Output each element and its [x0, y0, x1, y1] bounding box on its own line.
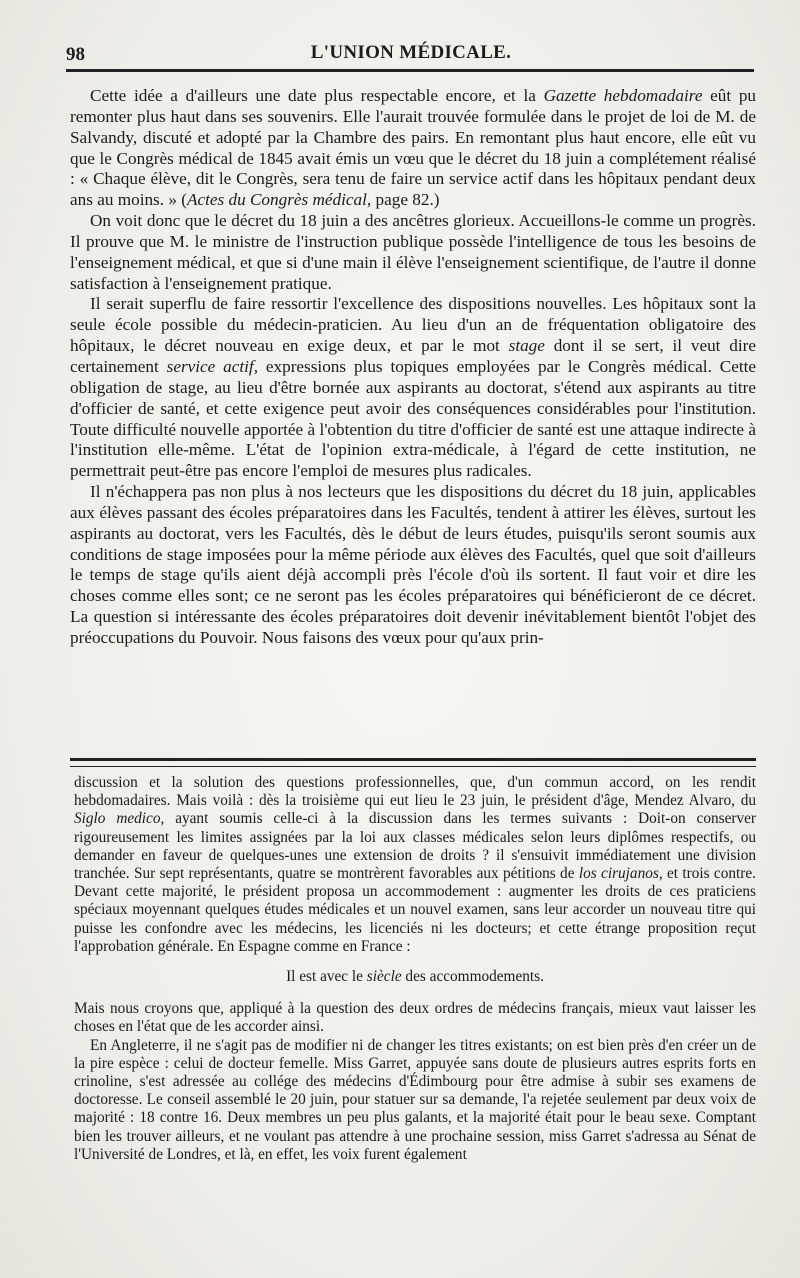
running-title: L'UNION MÉDICALE. [310, 42, 512, 63]
italic-term: stage [508, 336, 545, 356]
page-header [66, 40, 756, 68]
note-paragraph: discussion et la solution des questions professionnelles, que, d'un commun accord, on les rendit hebdomadaires. Mais voilà : dès la troisième qui eut lieu le 23 juin, le président d'âge, Mendez Alvaro, du Siglo medico, ayant soumis celle-ci à la discussion dans les termes suivants : Doit-on conserver rigoureusement les limites assignées par la loi aux classes médicales selon leurs diplômes respectifs, ou demander en faveur de quelques-unes une extension de droits ? il s'ensuivit immédiatement une division tranchée. Sur sept représentants, quatre se montrèrent favorables aux pétitions de los cirujanos, et trois contre. Devant cette majorité, le président proposa un accommodement : augmenter les droits de ces praticiens spéciaux moyennant quelques études médicales et un nouvel examen, sans leur accorder un nouveau titre qui puisse les confondre avec les médecins, les licenciés ni les docteurs; et cette étrange proposition reçut l'approbation générale. En Espagne comme en France : [74, 774, 756, 955]
italic-title: Gazette hebdomadaire [543, 86, 703, 105]
italic-journal: Siglo medico, [74, 810, 165, 828]
italic-term: los cirujanos, [578, 865, 663, 883]
header-rule [66, 69, 754, 72]
italic-word: siècle [366, 968, 402, 986]
feuilleton-text [74, 774, 756, 1164]
page-number: 98 [66, 44, 85, 65]
paragraph: Il n'échappera pas non plus à nos lecteurs que les dispositions du décret du 18 juin, applicables aux élèves passant des écoles préparatoires dans les Facultés, tendent à attirer les élèves, surtout les aspirants au doctorat, vers les Facultés, dès le début de leurs études, puisqu'ils seront soumis aux conditions de stage imposées pour la même période aux élèves des Facultés, quel que soit d'ailleurs le temps de stage qu'ils aient déjà accompli près l'école d'où ils sortent. Il faut voir et dire les choses comme elles sont; ce ne seront pas les écoles préparatoires qui bénéficieront de ce décret. La question si intéressante des écoles préparatoires doit devenir inévitablement bientôt l'objet des préoccupations du Pouvoir. Nous faisons des vœux pour qu'aux prin- [70, 482, 756, 647]
paragraph: Il serait superflu de faire ressortir l'excellence des dispositions nouvelles. Les hôpitaux sont la seule école possible du médecin-praticien. Au lieu d'un an de fréquentation obligatoire des hôpitaux, le décret nouveau en exige deux, et par le mot stage dont il se sert, il veut dire certainement service actif, expressions plus topiques employées par le Congrès médical. Cette obligation de stage, au lieu d'être bornée aux aspirants au doctorat, s'étend aux aspirants au titre d'officier de santé, et cette exigence peut avoir des conséquences considérables pour l'institution. Toute difficulté nouvelle apportée à l'obtention du titre d'officier de santé est une attaque indirecte à l'institution elle-même. L'état de l'opinion extra-médicale, à l'égard de cette institution, ne permettrait peut-être pas encore l'emploi de mesures plus radicales. [70, 294, 757, 481]
italic-citation: Actes du Congrès médical, [186, 190, 372, 210]
note-paragraph: Mais nous croyons que, appliqué à la question des deux ordres de médecins français, mieux vaut laisser les choses en l'état que de les accorder ainsi. [74, 1000, 756, 1036]
footnote-separator [70, 758, 756, 767]
quote-line: Il est avec le siècle des accommodements. [286, 968, 544, 986]
note-paragraph: En Angleterre, il ne s'agit pas de modifier ni de changer les titres existants; on est bien près d'en créer un de la pire espèce : celui de docteur femelle. Miss Garret, appuyée sans doute de plusieurs autres esprits forts en crinoline, s'est adressée au collége des médecins d'Édimbourg pour être admise à subir ses examens de doctoresse. Le conseil assemblé le 20 juin, pour statuer sur sa demande, l'a rejetée seulement par deux voix de majorité : 18 contre 16. Deux membres un peu plus galants, et la majorité était pour le beau sexe. Comptant bien les trouver ailleurs, et ne voulant pas attendre à une prochaine session, miss Garret s'adressa au Sénat de l'Université de Londres, et là, en effet, les voix furent également [74, 1036, 756, 1163]
main-text [70, 86, 756, 649]
paragraph: On voit donc que le décret du 18 juin a des ancêtres glorieux. Accueillons-le comme un progrès. Il prouve que M. le ministre de l'instruction publique possède l'intelligence de tous les besoins de l'enseignement médical, et que si d'une main il élève l'enseignement scientifique, de l'autre il donne satisfaction à l'enseignement pratique. [70, 211, 756, 293]
paragraph: Cette idée a d'ailleurs une date plus respectable encore, et la Gazette hebdomadaire eût pu remonter plus haut dans ses souvenirs. Elle l'aurait trouvée formulée dans le projet de loi de M. de Salvandy, discuté et adopté par la Chambre des pairs. En remontant plus haut encore, elle eût vu que le Congrès médical de 1845 avait émis un vœu que le décret du 18 juin a complétement réalisé : « Chaque élève, dit le Congrès, sera tenu de faire un service actif dans les hôpitaux pendant deux ans au moins. » (Actes du Congrès médical, page 82.) [70, 86, 757, 210]
italic-term: service actif, [166, 356, 259, 376]
